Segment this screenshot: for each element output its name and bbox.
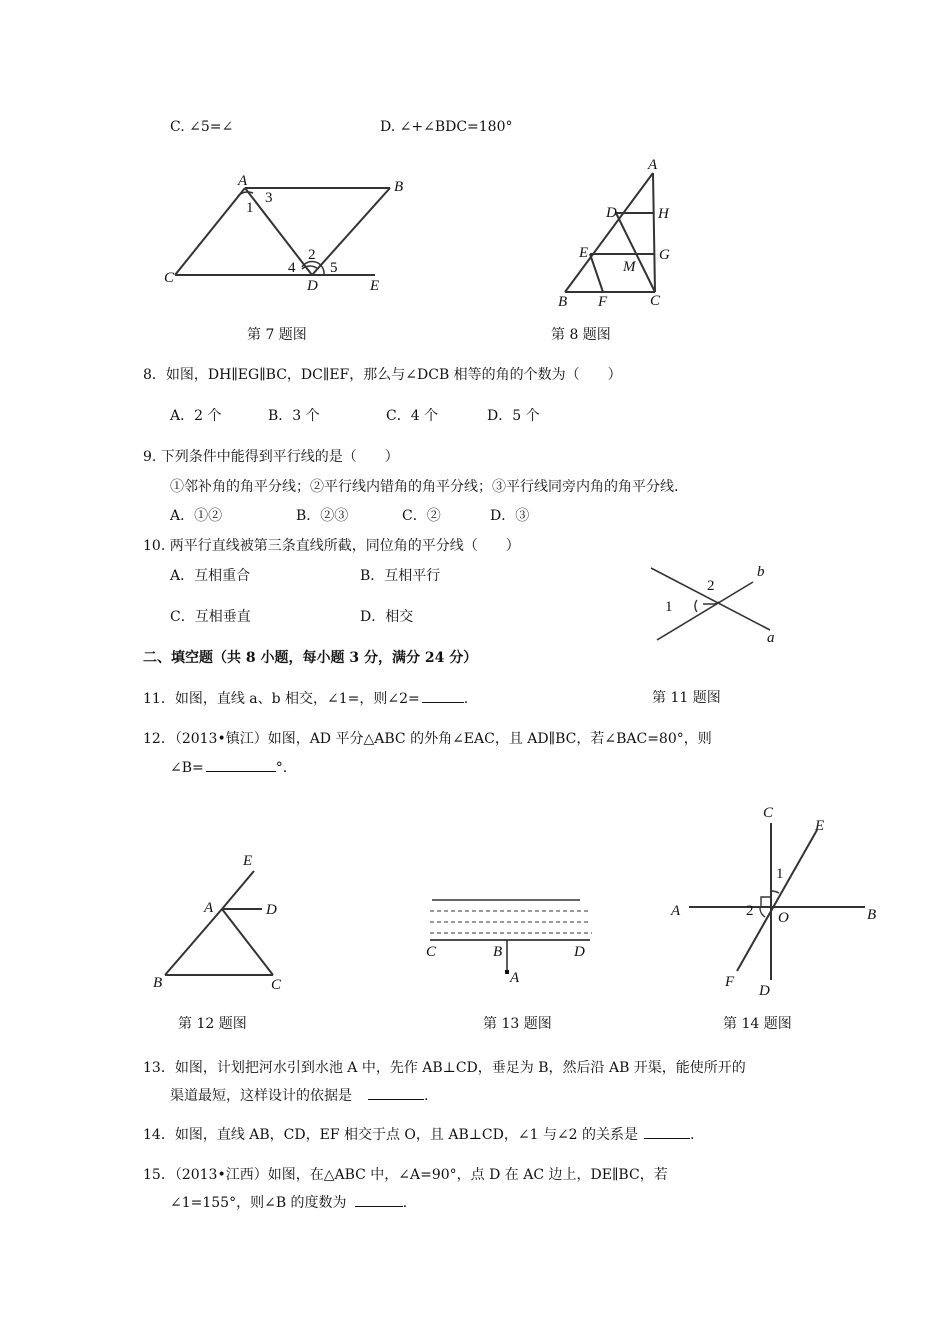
q15-line1: 15．（2013•江西）如图，在△ABC 中，∠A=90°，点 D 在 AC 边上，DE∥BC，若 <box>143 1167 668 1183</box>
q9-option-c: C．② <box>402 508 441 524</box>
label-a: A <box>671 903 681 919</box>
line-dc <box>616 213 655 292</box>
line-ad <box>245 188 312 275</box>
q9-stem: 9. 下列条件中能得到平行线的是（ ） <box>143 449 399 465</box>
q14-stem <box>143 1124 695 1145</box>
fig11-caption: 第 11 题图 <box>652 690 721 706</box>
q11-text: 11．如图，直线 a、b 相交，∠1=，则∠2= <box>143 691 420 707</box>
label-f: F <box>725 974 735 990</box>
label-c: C <box>650 293 661 309</box>
q8-option-c: C．4 个 <box>386 408 439 424</box>
label-a: a <box>767 630 775 646</box>
q9-option-b: B．②③ <box>296 508 349 524</box>
fig13-caption: 第 13 题图 <box>483 1016 552 1032</box>
label-a: A <box>238 173 248 189</box>
line-ab <box>165 909 222 975</box>
q13-line2 <box>170 1085 428 1106</box>
label-d: D <box>574 944 585 960</box>
q15-end: . <box>402 1195 408 1211</box>
q12-text: ∠B= <box>170 760 204 776</box>
q14-answer-blank[interactable] <box>644 1124 690 1139</box>
label-5: 5 <box>330 260 338 276</box>
label-d: D <box>759 983 770 999</box>
label-e: E <box>815 818 825 834</box>
figure-8 <box>550 155 690 310</box>
label-1: 1 <box>246 200 254 216</box>
q11-answer-blank[interactable] <box>422 688 464 703</box>
q9-option-a: A．①② <box>170 508 223 524</box>
q15-answer-blank[interactable] <box>355 1192 403 1207</box>
line-bd <box>312 188 390 275</box>
label-h: H <box>658 206 669 222</box>
label-e: E <box>579 245 589 261</box>
angle-1-arc <box>695 600 697 612</box>
figure-11 <box>645 560 785 650</box>
q9-conditions: ①邻补角的角平分线；②平行线内错角的角平分线；③平行线同旁内角的角平分线. <box>170 479 679 495</box>
label-2: 2 <box>707 578 715 594</box>
section-title: 二、填空题（共 8 小题，每小题 3 分，满分 24 分） <box>143 650 478 666</box>
label-e: E <box>370 278 380 294</box>
q10-option-a: A．互相重合 <box>170 568 251 584</box>
pool-point <box>505 970 509 974</box>
q12-answer-blank[interactable] <box>206 757 276 772</box>
q11-stem <box>143 688 468 709</box>
label-m: M <box>623 259 636 275</box>
q8-stem: 8．如图，DH∥EG∥BC，DC∥EF，那么与∠DCB 相等的角的个数为（ ） <box>143 367 622 383</box>
right-angle-mark <box>761 897 771 907</box>
label-b: B <box>867 907 877 923</box>
angle-1-arc <box>771 891 779 893</box>
label-d: D <box>266 902 277 918</box>
label-2: 2 <box>746 903 754 919</box>
q12-line1: 12．（2013•镇江）如图，AD 平分△ABC 的外角∠EAC，且 AD∥BC，若∠BAC=80°，则 <box>143 731 712 747</box>
fig7-caption: 第 7 题图 <box>247 327 307 343</box>
q10-option-b: B．互相平行 <box>360 568 441 584</box>
label-1: 1 <box>665 599 673 615</box>
line-ac <box>653 173 655 292</box>
label-b: B <box>558 294 568 310</box>
line-ac <box>222 909 273 975</box>
q8-option-a: A．2 个 <box>170 408 222 424</box>
label-b: B <box>153 975 163 991</box>
label-g: G <box>659 247 670 263</box>
q15-text: ∠1=155°，则∠B 的度数为 <box>170 1195 347 1211</box>
label-b: b <box>757 564 765 580</box>
q13-line1: 13．如图，计划把河水引到水池 A 中，先作 AB⊥CD，垂足为 B，然后沿 AB 开渠，能使所开的 <box>143 1060 746 1076</box>
fig14-caption: 第 14 题图 <box>723 1016 792 1032</box>
label-a: A <box>648 157 658 173</box>
label-a: A <box>204 900 214 916</box>
label-e: E <box>243 853 253 869</box>
q11-end: . <box>463 691 469 707</box>
label-b: B <box>493 944 503 960</box>
line-ac <box>175 188 245 275</box>
label-a: A <box>510 970 520 986</box>
fig8-caption: 第 8 题图 <box>551 327 611 343</box>
q14-end: . <box>690 1127 695 1143</box>
fig12-caption: 第 12 题图 <box>178 1016 247 1032</box>
figure-7 <box>150 165 430 300</box>
q13-end: . <box>424 1088 429 1104</box>
figure-12 <box>145 845 295 995</box>
q8-option-d: D．5 个 <box>487 408 540 424</box>
label-c: C <box>164 270 175 286</box>
q13-answer-blank[interactable] <box>368 1085 424 1100</box>
label-c: C <box>426 944 437 960</box>
q12-line2 <box>170 757 287 778</box>
q8-option-b: B．3 个 <box>268 408 320 424</box>
q7-option-c: C. ∠5=∠ <box>170 119 234 135</box>
label-3: 3 <box>265 190 273 206</box>
q10-option-c: C．互相垂直 <box>170 609 251 625</box>
line-ae <box>222 871 254 909</box>
label-1: 1 <box>776 866 784 882</box>
line-ef <box>737 830 817 971</box>
q10-option-d: D．相交 <box>360 609 414 625</box>
q9-option-d: D．③ <box>490 508 530 524</box>
label-b: B <box>394 179 404 195</box>
line-ef <box>590 254 603 292</box>
label-o: O <box>778 910 789 926</box>
figure-14 <box>665 795 885 1000</box>
label-2: 2 <box>308 247 316 263</box>
angle-2-arc <box>760 907 765 917</box>
q7-option-d: D. ∠+∠BDC=180° <box>380 119 513 135</box>
label-f: F <box>598 294 608 310</box>
figure-13 <box>420 890 605 995</box>
label-d: D <box>307 278 318 294</box>
q15-line2 <box>170 1192 407 1213</box>
line-ab <box>565 173 653 292</box>
q13-text: 渠道最短，这样设计的依据是 <box>170 1088 352 1104</box>
label-c: C <box>271 977 282 993</box>
q10-stem: 10. 两平行直线被第三条直线所截，同位角的平分线（ ） <box>143 538 520 554</box>
label-c: C <box>763 805 774 821</box>
q12-end: °. <box>275 760 288 776</box>
q14-text: 14．如图，直线 AB，CD，EF 相交于点 O，且 AB⊥CD，∠1 与∠2 的关系是 <box>143 1127 639 1143</box>
label-4: 4 <box>288 260 296 276</box>
label-d: D <box>606 205 617 221</box>
